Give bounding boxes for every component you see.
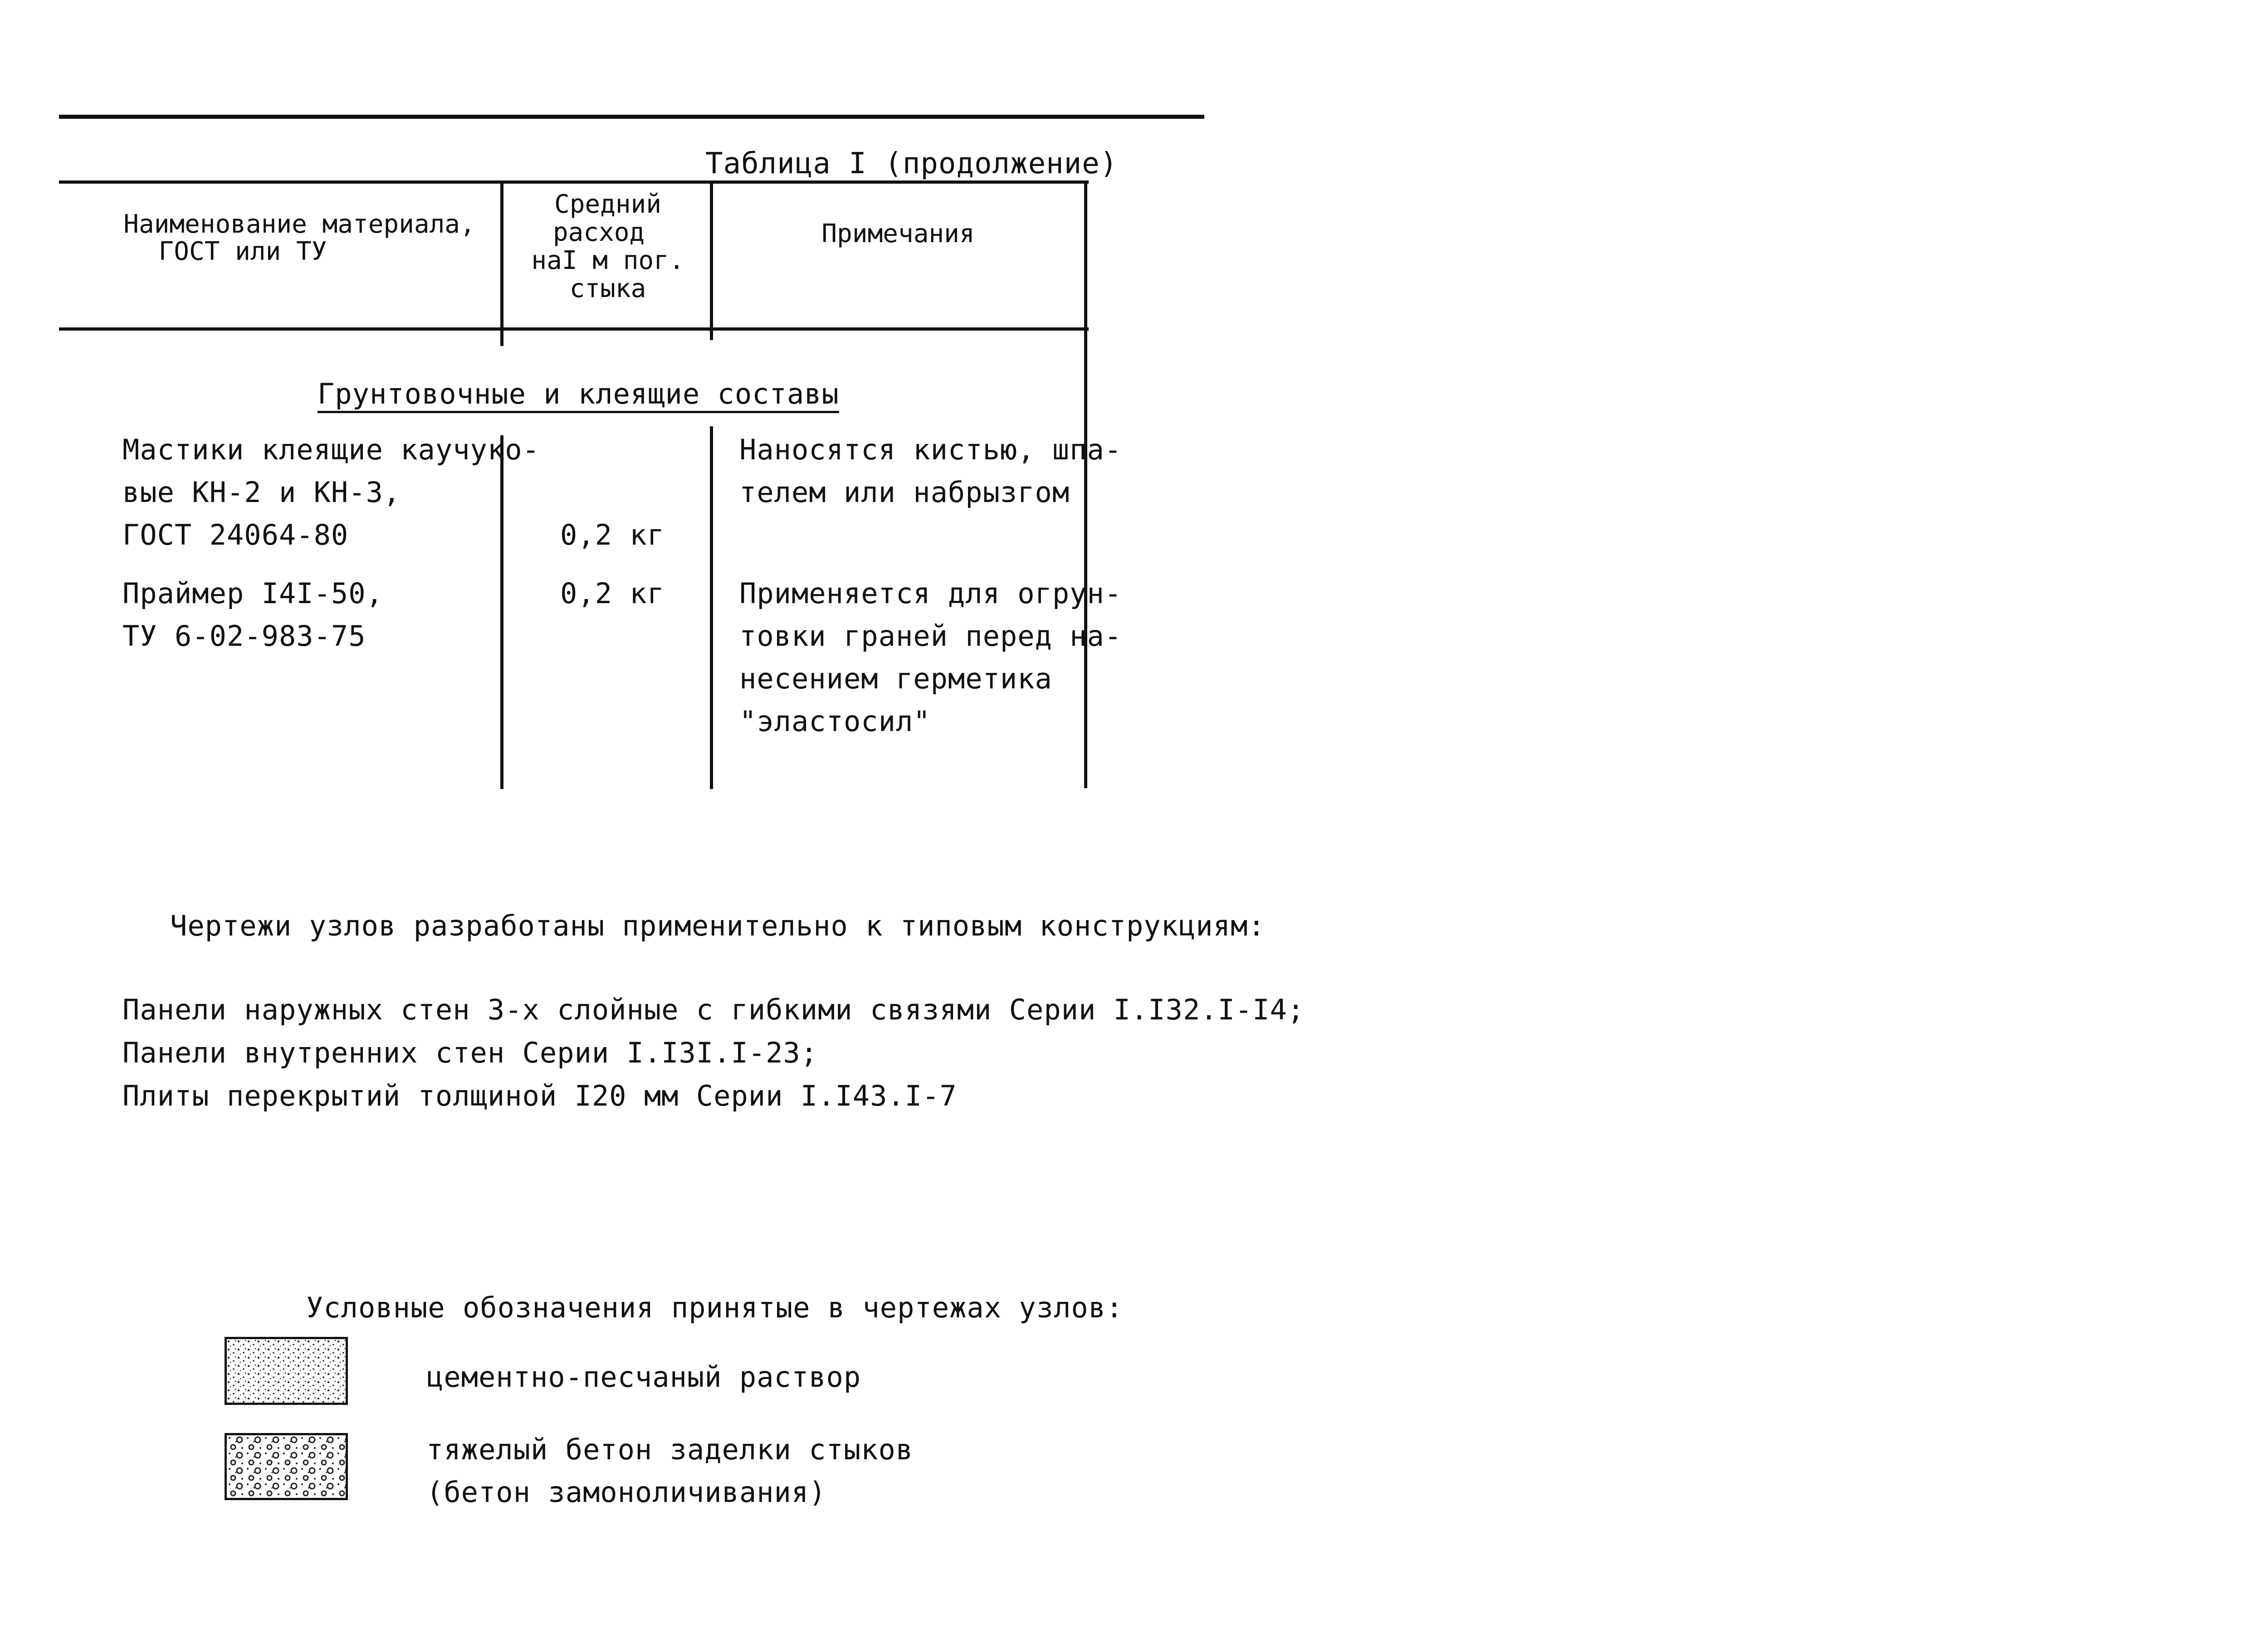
concrete-pattern bbox=[227, 1435, 346, 1498]
row1-notes bbox=[739, 429, 1122, 514]
section-title: Грунтовочные и клеящие составы bbox=[318, 377, 839, 410]
legend-title: Условные обозначения принятые в чертежах узлов: bbox=[306, 1291, 1124, 1324]
header-notes: Примечания bbox=[821, 219, 975, 249]
header-consumption-line-2: расход bbox=[552, 218, 645, 247]
header-material bbox=[100, 211, 499, 265]
drawings-item-3: Плиты перекрытий толщиной I20 мм Серии I.I43.I-7 bbox=[122, 1079, 957, 1112]
table-row bbox=[122, 572, 383, 658]
header-material-line-2: ГОСТ или ТУ bbox=[158, 237, 327, 266]
row1-material-line-2: вые КН-2 и КН-3, bbox=[122, 476, 401, 509]
table-divider-2-body bbox=[710, 426, 713, 789]
table-divider-1 bbox=[500, 180, 503, 346]
table-header-bottom-border bbox=[59, 327, 1089, 331]
header-consumption bbox=[503, 190, 712, 303]
table-caption: Таблица I (продолжение) bbox=[705, 147, 1118, 180]
top-rule bbox=[59, 115, 1204, 119]
row2-notes-line-4: "эластосил" bbox=[739, 705, 931, 738]
row1-material-line-1: Мастики клеящие каучуко- bbox=[122, 433, 540, 466]
row1-consumption: 0,2 кг bbox=[560, 518, 665, 551]
row1-notes-line-2: телем или набрызгом bbox=[739, 476, 1070, 509]
legend-item-1-label: цементно-песчаный раствор bbox=[426, 1360, 861, 1394]
legend-item-2-line-2: (бетон замоноличивания) bbox=[426, 1476, 826, 1509]
header-material-line-1: Наименование материала, bbox=[123, 210, 475, 239]
mortar-dots-pattern bbox=[227, 1339, 346, 1403]
row2-material-line-2: ТУ 6-02-983-75 bbox=[122, 619, 366, 653]
legend-item-2-label bbox=[426, 1428, 913, 1514]
table-row bbox=[122, 429, 540, 556]
header-consumption-line-3: наI м пог. bbox=[531, 246, 684, 275]
row1-notes-line-1: Наносятся кистью, шпа- bbox=[739, 433, 1122, 466]
legend-item-2-line-1: тяжелый бетон заделки стыков bbox=[426, 1433, 914, 1466]
drawings-item-2: Панели внутренних стен Серии I.I3I.I-23; bbox=[122, 1036, 818, 1069]
cement-sand-mortar-hatch-icon bbox=[225, 1337, 348, 1405]
header-consumption-line-4: стыка bbox=[569, 274, 646, 303]
row2-material-line-1: Праймер I4I-50, bbox=[122, 577, 383, 610]
row1-material-line-3: ГОСТ 24064-80 bbox=[122, 518, 349, 551]
row2-consumption: 0,2 кг bbox=[560, 577, 665, 610]
row2-notes-line-3: несением герметика bbox=[739, 662, 1052, 695]
header-consumption-line-1: Средний bbox=[554, 190, 661, 219]
drawings-intro: Чертежи узлов разработаны применительно к типовым конструкциям: bbox=[170, 909, 1266, 942]
table-top-border bbox=[59, 180, 1089, 184]
row2-notes-line-1: Применяется для огрун- bbox=[739, 577, 1122, 610]
row2-notes bbox=[739, 572, 1122, 743]
drawings-item-1: Панели наружных стен 3-х слойные с гибкими связями Серии I.I32.I-I4; bbox=[122, 993, 1305, 1026]
row2-notes-line-2: товки граней перед на- bbox=[739, 619, 1122, 653]
heavy-concrete-hatch-icon bbox=[225, 1433, 348, 1500]
